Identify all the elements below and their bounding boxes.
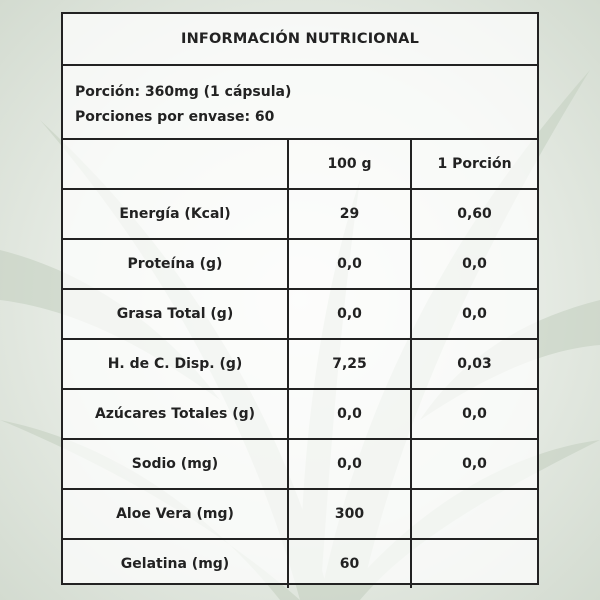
table-row: [63, 489, 537, 539]
nutrient-label: Aloe Vera (mg): [63, 489, 288, 539]
nutrient-label: Energía (Kcal): [63, 189, 288, 239]
table-row: [63, 389, 537, 439]
serving-portion: Porción: 360mg (1 cápsula): [75, 84, 292, 100]
serving-info: [63, 66, 537, 140]
value-per-100g: 60: [288, 539, 411, 588]
nutrition-table: [63, 140, 537, 588]
nutrient-label: Gelatina (mg): [63, 539, 288, 588]
value-per-100g: 29: [288, 189, 411, 239]
nutrition-title: INFORMACIÓN NUTRICIONAL: [63, 14, 537, 66]
table-row: [63, 339, 537, 389]
value-per-100g: 0,0: [288, 239, 411, 289]
nutrient-label: Azúcares Totales (g): [63, 389, 288, 439]
nutrient-label: Sodio (mg): [63, 439, 288, 489]
value-per-100g: 0,0: [288, 289, 411, 339]
header-nutrient: [63, 140, 288, 189]
table-row: [63, 189, 537, 239]
value-per-portion: [411, 489, 537, 539]
nutrition-facts-panel: [61, 12, 539, 585]
nutrient-label: Grasa Total (g): [63, 289, 288, 339]
header-per-portion: 1 Porción: [411, 140, 537, 189]
value-per-100g: 7,25: [288, 339, 411, 389]
table-row: [63, 439, 537, 489]
table-header-row: [63, 140, 537, 189]
value-per-portion: [411, 539, 537, 588]
table-row: [63, 539, 537, 588]
table-row: [63, 239, 537, 289]
value-per-100g: 0,0: [288, 389, 411, 439]
value-per-portion: 0,0: [411, 239, 537, 289]
value-per-100g: 0,0: [288, 439, 411, 489]
nutrient-label: Proteína (g): [63, 239, 288, 289]
value-per-portion: 0,0: [411, 439, 537, 489]
table-row: [63, 289, 537, 339]
header-per-100g: 100 g: [288, 140, 411, 189]
value-per-portion: 0,0: [411, 289, 537, 339]
value-per-100g: 300: [288, 489, 411, 539]
nutrient-label: H. de C. Disp. (g): [63, 339, 288, 389]
servings-per-container: Porciones por envase: 60: [75, 109, 275, 125]
value-per-portion: 0,60: [411, 189, 537, 239]
value-per-portion: 0,0: [411, 389, 537, 439]
value-per-portion: 0,03: [411, 339, 537, 389]
